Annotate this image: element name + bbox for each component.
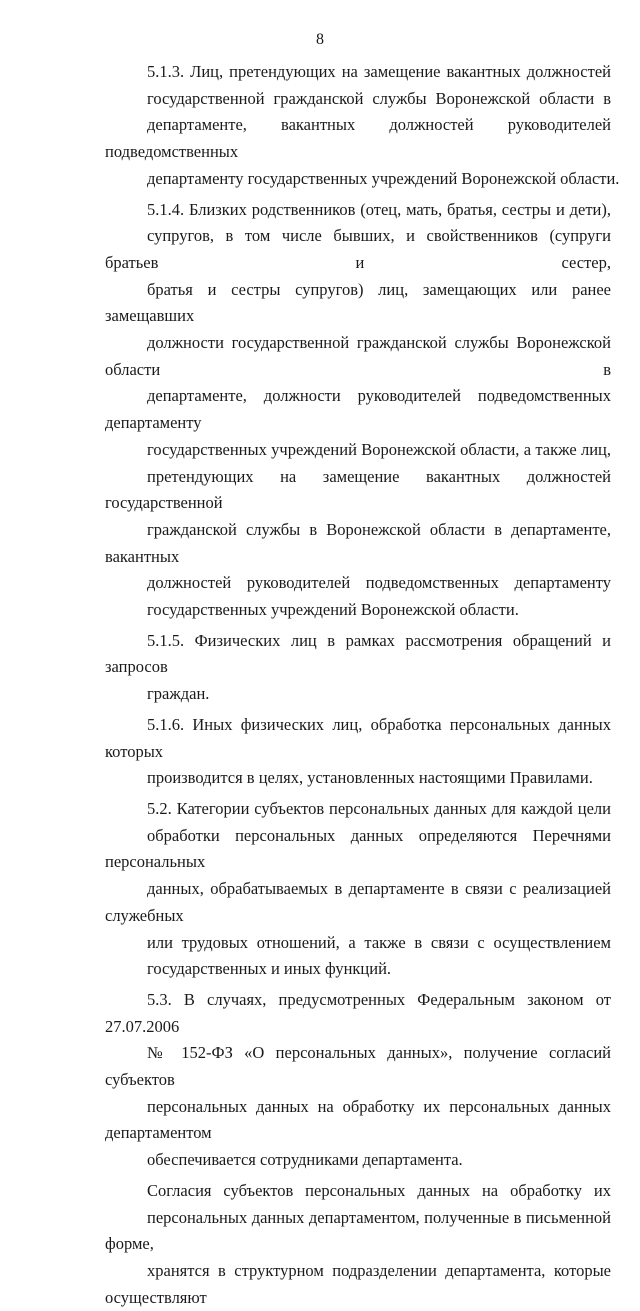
paragraph-5-1-4 [105,197,611,624]
text-line: должностей руководителей подведомственных департаменту [147,573,611,593]
text-line: должности государственной гражданской службы Воронежской области в [105,333,611,379]
text-line: претендующих на замещение вакантных должностей государственной [105,466,611,513]
text-line: департаменте, вакантных должностей руководителей подведомственных [105,115,611,162]
text-line: 5.3. В случаях, предусмотренных Федеральным законом от 27.07.2006 [105,989,611,1036]
text-line: государственных учреждений Воронежской области, а также лиц, [147,439,611,459]
text-line: обеспечивается сотрудниками департамента. [147,1150,463,1170]
paragraph-5-1-6 [105,712,611,792]
paragraph-5-2 [105,796,611,983]
text-line: обработки персональных данных определяются Перечнями персональных [105,825,611,872]
document-body [105,59,620,1311]
text-line: государственных учреждений Воронежской области. [147,600,519,620]
text-line: хранятся в структурном подразделении департамента, которые осуществляют [105,1260,611,1307]
text-line: 5.2. Категории субъектов персональных данных для каждой цели [147,798,611,818]
text-line: 5.1.5. Физических лиц в рамках рассмотрения обращений и запросов [105,630,611,677]
text-line: 5.1.4. Близких родственников (отец, мать, братья, сестры и дети), [147,199,611,219]
text-line: гражданской службы в Воронежской области в департаменте, вакантных [105,519,611,566]
text-line: государственных и иных функций. [147,959,392,979]
page-number: 8 [316,31,324,48]
text-line: 5.1.3. Лиц, претендующих на замещение вакантных должностей [147,62,611,81]
text-line: граждан. [147,684,210,704]
text-line: данных, обрабатываемых в департаменте в связи с реализацией служебных [105,879,611,925]
text-line: 5.1.6. Иных физических лиц, обработка персональных данных которых [105,714,611,761]
paragraph-consent [105,1178,611,1311]
text-line: государственной гражданской службы Воронежской области в [147,88,611,108]
text-line: № 152-ФЗ «О персональных данных», получение согласий субъектов [105,1043,611,1090]
text-line: департаменте, должности руководителей подведомственных департаменту [105,386,611,433]
text-line: производится в целях, установленных настоящими Правилами. [147,768,593,788]
text-line: департаменту государственных учреждений Воронежской области. [147,168,620,188]
text-line: братья и сестры супругов) лиц, замещающих или ранее замещавших [105,279,611,326]
text-line: супругов, в том числе бывших, и свойственников (супруги братьев и сестер, [105,226,611,272]
text-line: персональных данных на обработку их персональных данных департаментом [105,1096,611,1143]
paragraph-5-1-3 [105,59,620,193]
text-line: персональных данных департаментом, полученные в письменной форме, [105,1207,611,1254]
text-line: Согласия субъектов персональных данных на обработку их [147,1180,611,1200]
paragraph-5-1-5 [105,628,611,708]
paragraph-5-3 [105,987,611,1174]
text-line: или трудовых отношений, а также в связи с осуществлением [147,932,611,952]
